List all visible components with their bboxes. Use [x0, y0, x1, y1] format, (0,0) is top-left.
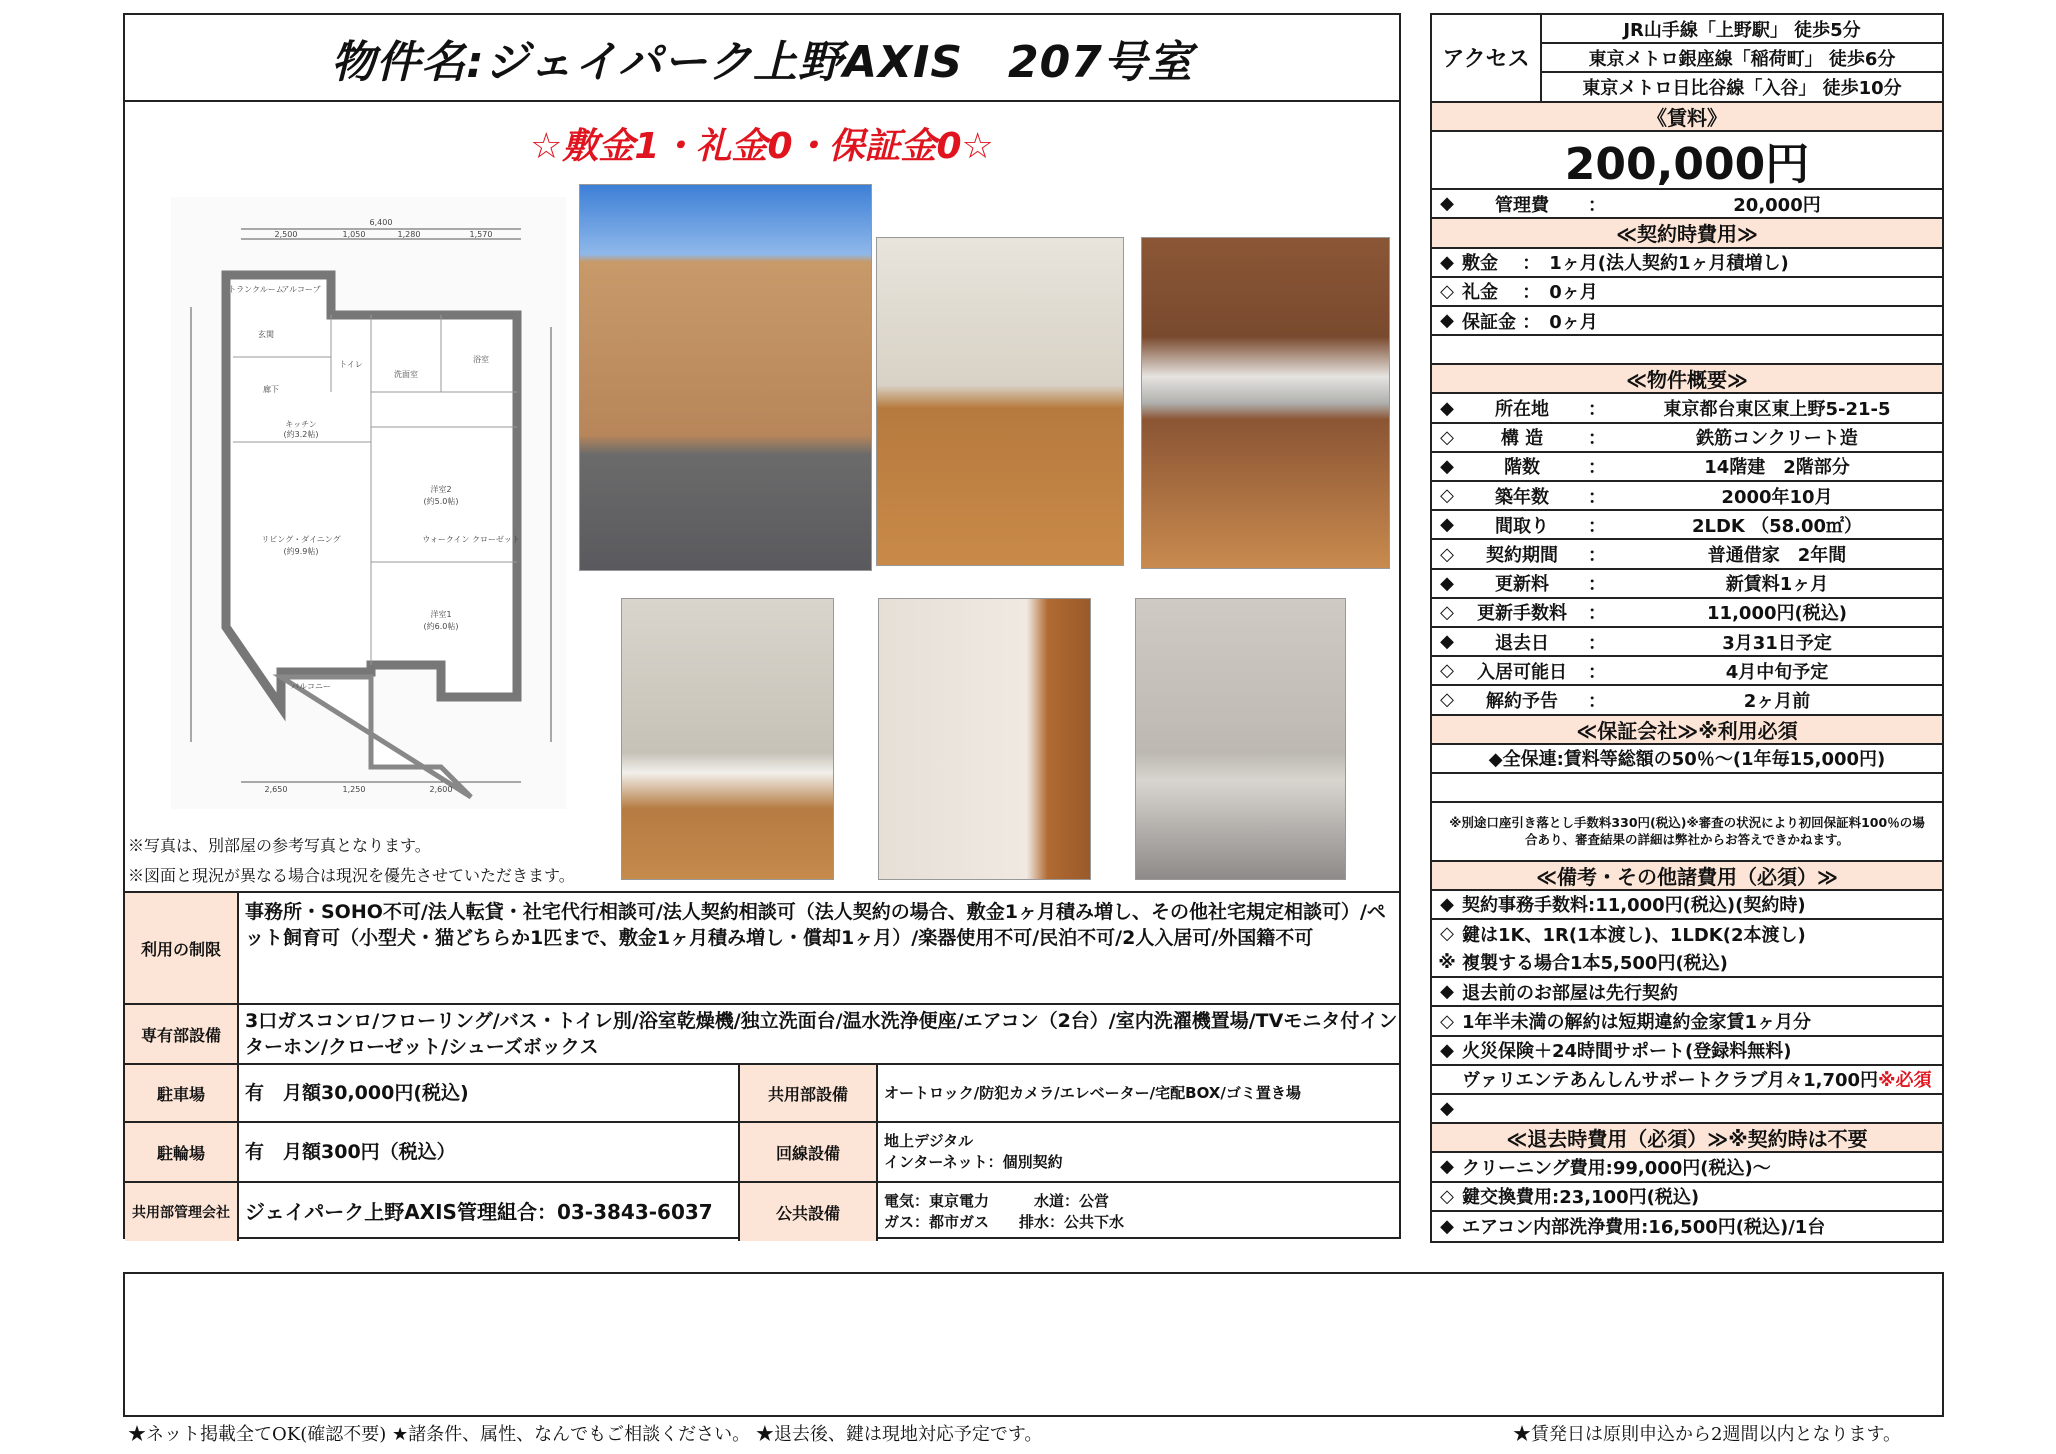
cost-row [1432, 1212, 1942, 1241]
key-copy-text: 複製する場合1本5,500円(税込) [1462, 953, 1728, 975]
info-label: 更新手数料 [1477, 603, 1567, 625]
info-label: 階数 [1504, 457, 1540, 479]
cost-text: 退去前のお部屋は先行契約 [1462, 982, 1678, 1004]
dim-label: 2,500 [274, 230, 298, 239]
info-label: 間取り [1495, 515, 1549, 537]
dim-label: 1,250 [342, 785, 366, 794]
colon: ： [1588, 457, 1606, 479]
room-label: (約3.2帖) [283, 430, 319, 439]
cost-text: クリーニング費用:99,000円(税込)～ [1462, 1157, 1771, 1179]
guarantor-note [1432, 803, 1942, 861]
bicycle-parking-label: 駐輪場 [125, 1123, 239, 1183]
remarks-box [123, 1272, 1944, 1417]
info-label: 更新料 [1495, 574, 1549, 596]
room-label: 浴室 [473, 355, 489, 364]
info-label: 契約期間 [1486, 545, 1558, 567]
access-line: JR山手線「上野駅」 徒歩5分 [1542, 15, 1942, 44]
bullet-icon: ◇ [1440, 485, 1454, 507]
management-label: 共用部管理会社 [125, 1183, 239, 1241]
utilities-label: 公共設備 [740, 1183, 878, 1241]
colon: ： [1588, 603, 1606, 625]
bullet-icon: ◇ [1440, 543, 1454, 565]
cost-row [1432, 891, 1942, 920]
cost-text: エアコン内部洗浄費用:16,500円(税込)/1台 [1462, 1217, 1826, 1239]
empty-row [1432, 774, 1942, 803]
bullet-icon: ◇ [1440, 601, 1454, 623]
cost-row [1432, 249, 1942, 278]
info-value: 新賃料1ヶ月 [1725, 574, 1829, 596]
washroom-photo [621, 598, 834, 880]
cost-row [1432, 978, 1942, 1007]
info-label: 退去日 [1495, 632, 1549, 654]
terms-table [1430, 13, 1944, 1243]
info-value: 20,000円 [1733, 194, 1821, 216]
utilities-value [878, 1183, 1399, 1241]
access-line: 東京メトロ日比谷線「入谷」 徒歩10分 [1582, 78, 1902, 99]
utility-electric-water: 電気：東京電力 水道：公営 [884, 1192, 1110, 1210]
cost-row [1432, 1095, 1942, 1124]
details-table [125, 891, 1399, 1239]
colon: ： [1588, 428, 1606, 450]
terms-rows [1432, 103, 1942, 1241]
section-header: ≪保証会社≫※利用必須 [1432, 716, 1942, 745]
line-tv: 地上デジタル [884, 1132, 974, 1150]
dim-label: 2,600 [429, 785, 453, 794]
cost-text: 礼金 ： 0ヶ月 [1462, 282, 1598, 304]
property-sheet [123, 13, 1401, 1239]
info-value: 3月31日予定 [1722, 632, 1832, 654]
bullet-icon: ◆ [1440, 397, 1454, 419]
bullet-icon: ◆ [1440, 1039, 1454, 1061]
common-equipment-value: オートロック/防犯カメラ/エレベーター/宅配BOX/ゴミ置き場 [878, 1065, 1399, 1123]
cost-row [1432, 307, 1942, 336]
access-label: アクセス [1432, 15, 1542, 101]
guarantor-note-text: ※別途口座引き落とし手数料330円(税込)※審査の状況により初回保証料100％の場合あり、審査結果の詳細は弊社からお答えできかねます。 [1449, 815, 1925, 848]
info-row [1432, 540, 1942, 569]
section-header: 《賃料》 [1432, 103, 1942, 132]
section-header: ≪物件概要≫ [1432, 365, 1942, 394]
colon: ： [1588, 632, 1606, 654]
building-exterior-photo [579, 184, 872, 571]
colon: ： [1588, 574, 1606, 596]
info-label: 入居可能日 [1477, 661, 1567, 683]
bullet-icon: ◇ [1440, 660, 1454, 682]
room-label: ウォークイン クローゼット [422, 535, 520, 544]
info-row [1432, 657, 1942, 686]
bullet-icon: ◇ [1440, 1185, 1454, 1207]
toilet-photo [878, 598, 1091, 880]
section-header: ≪契約時費用≫ [1432, 219, 1942, 248]
kitchen-photo [1141, 237, 1390, 569]
room-label: バルコニー [291, 682, 331, 691]
bullet-icon: ◆ [1440, 1156, 1454, 1178]
key-text: 鍵は1K、1R(1本渡し)、1LDK(2本渡し) [1462, 924, 1806, 946]
colon: ： [1588, 486, 1606, 508]
private-equipment-value: 3口ガスコンロ/フローリング/バス・トイレ別/浴室乾燥機/独立洗面台/温水洗浄便座/エアコン（2台）/室内洗濯機置場/TVモニタ付インターホン/クローゼット/シューズボックス [239, 1005, 1399, 1065]
info-row [1432, 628, 1942, 657]
private-equipment-label: 専有部設備 [125, 1005, 239, 1065]
key-line [1432, 920, 1942, 948]
info-row [1432, 511, 1942, 540]
bullet-icon: ◇ [1440, 689, 1454, 711]
dim-label: 1,050 [342, 230, 366, 239]
colon: ： [1588, 545, 1606, 567]
info-row [1432, 453, 1942, 482]
info-label: 管理費 [1495, 194, 1549, 216]
bullet-icon: ◆ [1440, 310, 1454, 332]
info-value: 2ヶ月前 [1743, 690, 1811, 712]
room-label: 廊下 [263, 385, 279, 394]
room-label: (約6.0帖) [423, 622, 459, 631]
parking-value: 有 月額30,000円(税込) [239, 1065, 740, 1123]
line-equipment-label: 回線設備 [740, 1123, 878, 1183]
bullet-icon: ◆ [1440, 572, 1454, 594]
bullet-icon: ◆ [1440, 981, 1454, 1003]
photo-note: ※写真は、別部屋の参考写真となります。 [128, 836, 431, 855]
support-club-text: ヴァリエンテあんしんサポートクラブ月々1,700円 [1462, 1070, 1879, 1092]
promo-banner: ☆敷金1・礼金0・保証金0☆ [530, 126, 994, 167]
key-row [1432, 920, 1942, 978]
cost-text: 火災保険＋24時間サポート(登録料無料) [1462, 1041, 1792, 1063]
bicycle-parking-value: 有 月額300円（税込） [239, 1123, 740, 1183]
bullet-icon: ◇ [1440, 426, 1454, 448]
info-value: 鉄筋コンクリート造 [1696, 428, 1858, 450]
guarantor-text: ◆全保連:賃料等総額の50％～(1年毎15,000円) [1488, 749, 1886, 771]
colon: ： [1588, 690, 1606, 712]
dim-label: 2,650 [264, 785, 288, 794]
info-label: 構 造 [1500, 428, 1544, 450]
room-label: アルコーブ [281, 285, 321, 294]
room-label: (約5.0帖) [423, 497, 459, 506]
guarantor-row [1432, 745, 1942, 774]
section-header: ≪退去時費用（必須）≫※契約時は不要 [1432, 1124, 1942, 1153]
colon: ： [1588, 661, 1606, 683]
section-header: ≪備考・その他諸費用（必須）≫ [1432, 862, 1942, 891]
line-equipment-value [878, 1123, 1399, 1183]
info-row [1432, 482, 1942, 511]
bullet-icon: ◆ [1440, 1098, 1454, 1120]
info-value: 普通借家 2年間 [1707, 545, 1847, 567]
access-section [1432, 15, 1942, 103]
info-row [1432, 190, 1942, 219]
info-value: 14階建 2階部分 [1704, 457, 1850, 479]
cost-text: 敷金 ： 1ヶ月(法人契約1ヶ月積増し) [1462, 253, 1789, 275]
empty-row [1432, 336, 1942, 365]
footer-billing-note: ★賃発日は原則申込から2週間以内となります。 [1513, 1424, 1902, 1445]
cost-row [1432, 1153, 1942, 1182]
required-mark: ※必須 [1878, 1070, 1932, 1092]
info-value: 東京都台東区東上野5-21-5 [1663, 399, 1891, 421]
info-row [1432, 570, 1942, 599]
restrictions-value: 事務所・SOHO不可/法人転貸・社宅代行相談可/法人契約相談可（法人契約の場合、敷金1ヶ月積み増し、その他社宅規定相談可）/ペット飼育可（小型犬・猫どちらか1匹まで、敷金1ヶ月積み増し・償却1ヶ月）/楽器使用不可/民泊不可/2人入居可/外国籍不可 [239, 893, 1399, 1005]
info-row [1432, 599, 1942, 628]
footer-notes: ★ネット掲載全てOK(確認不要) ★諸条件、属性、なんでもご相談ください。 ★退去後、鍵は現地対応予定です。 [128, 1424, 1043, 1445]
info-row [1432, 394, 1942, 423]
cost-row [1432, 278, 1942, 307]
support-club-row [1432, 1066, 1942, 1095]
dim-label: 1,570 [469, 230, 493, 239]
floor-plan [171, 197, 566, 809]
info-label: 所在地 [1495, 399, 1549, 421]
room-label: 洗面室 [394, 370, 418, 379]
info-label: 解約予告 [1486, 690, 1558, 712]
bullet-icon: ◆ [1440, 631, 1454, 653]
bullet-icon: ◆ [1440, 455, 1454, 477]
bullet-icon: ◆ [1440, 893, 1454, 915]
room-label: トイレ [339, 360, 363, 369]
page-title: 物件名:ジェイパーク上野AXIS 207号室 [125, 15, 1399, 102]
bullet-icon: ◆ [1440, 193, 1454, 215]
key-copy-line [1432, 948, 1942, 976]
info-value: 4月中旬予定 [1725, 661, 1829, 683]
room-label: トランクルーム [228, 285, 284, 294]
info-row [1432, 686, 1942, 715]
bullet-icon: ◇ [1440, 923, 1454, 945]
cost-text: 1年半未満の解約は短期違約金家賃1ヶ月分 [1462, 1012, 1812, 1034]
bullet-icon: ◇ [1440, 280, 1454, 302]
room-label: 洋室1 [430, 610, 452, 619]
line-internet: インターネット：個別契約 [884, 1153, 1063, 1171]
room-label: 洋室2 [430, 485, 452, 494]
common-equipment-label: 共用部設備 [740, 1065, 878, 1123]
dim-total: 6,400 [369, 218, 393, 227]
rent-amount: 200,000円 [1432, 132, 1942, 190]
dim-label: 1,280 [397, 230, 421, 239]
room-label: キッチン [285, 420, 317, 429]
colon: ： [1588, 515, 1606, 537]
cost-text: 保証金 ： 0ヶ月 [1462, 311, 1598, 333]
cost-row [1432, 1007, 1942, 1036]
management-value: ジェイパーク上野AXIS管理組合：03-3843-6037 [239, 1183, 740, 1241]
info-value: 2LDK （58.00㎡） [1691, 515, 1863, 537]
colon: ： [1588, 194, 1606, 216]
access-line: 東京メトロ銀座線「稲荷町」 徒歩6分 [1542, 44, 1942, 73]
info-label: 築年数 [1495, 486, 1549, 508]
bullet-icon: ◆ [1440, 1215, 1454, 1237]
bullet-icon: ◆ [1440, 514, 1454, 536]
bullet-icon: ◇ [1440, 1010, 1454, 1032]
bathroom-photo [1135, 598, 1346, 880]
info-value: 2000年10月 [1721, 486, 1833, 508]
utility-gas-drain: ガス：都市ガス 排水：公共下水 [884, 1213, 1125, 1231]
bullet-icon: ◆ [1440, 251, 1454, 273]
parking-label: 駐車場 [125, 1065, 239, 1123]
cost-text: 鍵交換費用:23,100円(税込) [1462, 1187, 1700, 1209]
colon: ： [1588, 399, 1606, 421]
cost-text: 契約事務手数料:11,000円(税込)(契約時) [1462, 895, 1806, 917]
floorplan-note: ※図面と現況が異なる場合は現況を優先させていただきます。 [128, 866, 575, 885]
cost-row [1432, 1183, 1942, 1212]
info-row [1432, 424, 1942, 453]
info-value: 11,000円(税込) [1707, 603, 1847, 625]
room-label: 玄関 [258, 330, 274, 339]
note-mark-icon: ※ [1438, 951, 1456, 973]
cost-row [1432, 1037, 1942, 1066]
room-label: リビング・ダイニング [261, 535, 341, 544]
restrictions-label: 利用の制限 [125, 893, 239, 1005]
room-label: (約9.9帖) [283, 547, 319, 556]
living-room-photo [876, 237, 1124, 566]
